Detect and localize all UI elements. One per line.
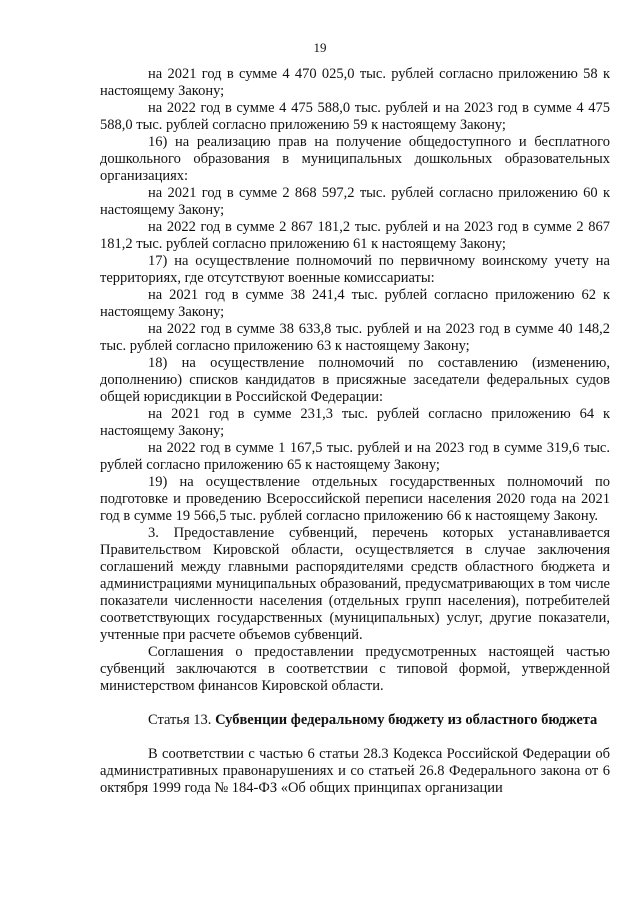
paragraph: на 2022 год в сумме 4 475 588,0 тыс. рублей и на 2023 год в сумме 4 475 588,0 тыс. рублей согласно приложению 59 к настоящему Закону; [100,100,610,133]
paragraph: 17) на осуществление полномочий по первичному воинскому учету на территориях, где отсутствуют военные комиссариаты: [100,253,610,286]
paragraph: на 2022 год в сумме 2 867 181,2 тыс. рублей и на 2023 год в сумме 2 867 181,2 тыс. рублей согласно приложению 61 к настоящему Закону; [100,219,610,252]
paragraph: Соглашения о предоставлении предусмотренных настоящей частью субвенций заключаются в соответствии с типовой формой, утвержденной министерством финансов Кировской области. [100,644,610,694]
page-number: 19 [313,40,327,55]
document-body [100,66,610,797]
paragraph: 3. Предоставление субвенций, перечень которых устанавливается Правительством Кировской области, осуществляется в случае заключения соглашений между главными распорядителями средств областного бюджета и администрациями муниципальных образований, предусматривающих в том числе показатели численности населения (отдельных групп населения), потребителей соответствующих государственных (муниципальных) услуг, другие показатели, учтенные при расчете объемов субвенций. [100,525,610,643]
paragraph: на 2021 год в сумме 4 470 025,0 тыс. рублей согласно приложению 58 к настоящему Закону; [100,66,610,99]
paragraph: на 2021 год в сумме 231,3 тыс. рублей согласно приложению 64 к настоящему Закону; [100,406,610,439]
paragraph: 16) на реализацию прав на получение общедоступного и бесплатного дошкольного образования в муниципальных дошкольных образовательных организациях: [100,134,610,184]
paragraph: 18) на осуществление полномочий по составлению (изменению, дополнению) списков кандидатов в присяжные заседатели федеральных судов общей юрисдикции в Российской Федерации: [100,355,610,405]
paragraph: на 2021 год в сумме 2 868 597,2 тыс. рублей согласно приложению 60 к настоящему Закону; [100,185,610,218]
paragraph: 19) на осуществление отдельных государственных полномочий по подготовке и проведению Всероссийской переписи населения 2020 года на 2021 год в сумме 19 566,5 тыс. рублей согласно приложению 66 к настоящему Закону. [100,474,610,524]
paragraph: на 2021 год в сумме 38 241,4 тыс. рублей согласно приложению 62 к настоящему Закону; [100,287,610,320]
paragraph: на 2022 год в сумме 38 633,8 тыс. рублей и на 2023 год в сумме 40 148,2 тыс. рублей согласно приложению 63 к настоящему Закону; [100,321,610,354]
paragraph: на 2022 год в сумме 1 167,5 тыс. рублей и на 2023 год в сумме 319,6 тыс. рублей согласно приложению 65 к настоящему Закону; [100,440,610,473]
article-title: Субвенции федеральному бюджету из областного бюджета [215,712,598,728]
article-heading [100,712,610,729]
paragraph: В соответствии с частью 6 статьи 28.3 Кодекса Российской Федерации об административных правонарушениях и со статьей 26.8 Федерального закона от 6 октября 1999 года № 184-ФЗ «Об общих принципах организации [100,746,610,796]
article-number: Статья 13. [148,712,212,728]
